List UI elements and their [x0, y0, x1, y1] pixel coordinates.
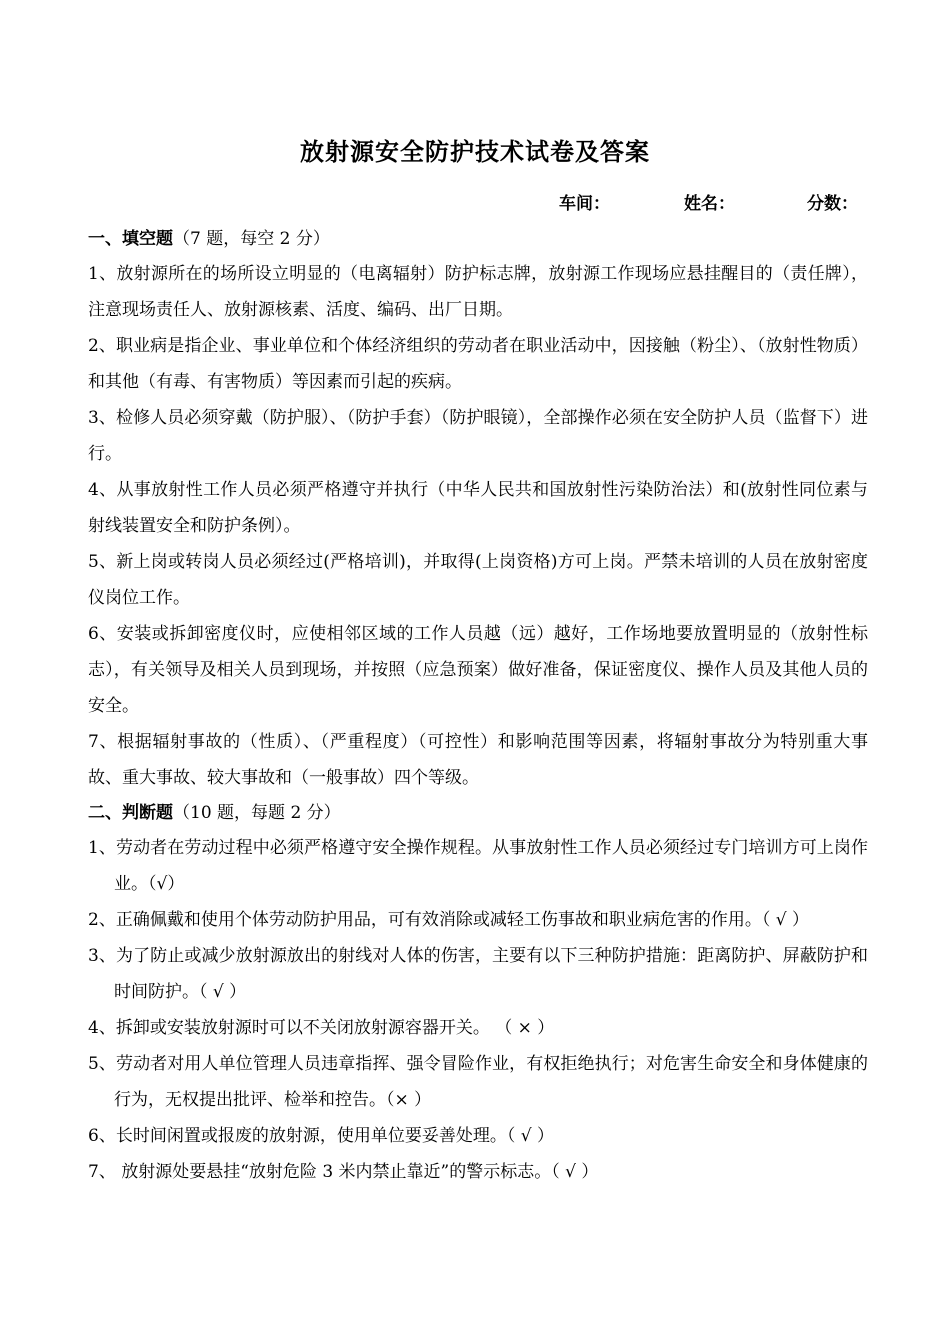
- exam-content: [88, 222, 868, 1190]
- question-item: 1、放射源所在的场所设立明显的（电离辐射）防护标志牌，放射源工作现场应悬挂醒目的（责任牌），注意现场责任人、放射源核素、活度、编码、出厂日期。: [88, 264, 868, 320]
- question-item: 1、劳动者在劳动过程中必须严格遵守安全操作规程。从事放射性工作人员必须经过专门培训方可上岗作业。（√）: [88, 838, 868, 894]
- question-item: 4、拆卸或安装放射源时可以不关闭放射源容器开关。 （ × ）: [88, 1018, 555, 1038]
- section-note: （10 题，每题 2 分）: [173, 803, 341, 823]
- score-field-label: 分数：: [807, 194, 858, 214]
- question-item: 7、 放射源处要悬挂“放射危险 3 米内禁止靠近”的警示标志。（ √ ）: [88, 1162, 599, 1182]
- section-judgement-title: [88, 796, 868, 830]
- workshop-field-label: 车间：: [559, 194, 610, 214]
- question-item: 3、为了防止或减少放射源放出的射线对人体的伤害，主要有以下三种防护措施：距离防护、屏蔽防护和时间防护。（ √ ）: [88, 946, 868, 1002]
- section-heading: 一、填空题: [88, 229, 173, 249]
- section-note: （7 题，每空 2 分）: [173, 229, 330, 249]
- question-item: 6、安装或拆卸密度仪时，应使相邻区域的工作人员越（远）越好，工作场地要放置明显的（放射性标志），有关领导及相关人员到现场，并按照（应急预案）做好准备，保证密度仪、操作人员及其他人员的安全。: [88, 624, 868, 716]
- header-fields: [0, 189, 950, 215]
- page-title: 放射源安全防护技术试卷及答案: [300, 137, 650, 166]
- question-item: 2、正确佩戴和使用个体劳动防护用品，可有效消除或减轻工伤事故和职业病危害的作用。（ √ ）: [88, 910, 809, 930]
- question-item: 4、从事放射性工作人员必须严格遵守并执行（中华人民共和国放射性污染防治法）和(放射性同位素与射线装置安全和防护条例）。: [88, 480, 868, 536]
- section-heading: 二、判断题: [88, 803, 173, 823]
- name-field-label: 姓名：: [684, 194, 735, 214]
- question-item: 3、检修人员必须穿戴（防护服）、（防护手套）（防护眼镜），全部操作必须在安全防护人员（监督下）进行。: [88, 408, 868, 464]
- question-item: 6、长时间闲置或报废的放射源，使用单位要妥善处理。（ √ ）: [88, 1126, 554, 1146]
- section-fill-in-title: [88, 222, 868, 256]
- question-item: 5、劳动者对用人单位管理人员违章指挥、强令冒险作业，有权拒绝执行；对危害生命安全和身体健康的行为，无权提出批评、检举和控告。（× ）: [88, 1054, 868, 1110]
- question-item: 2、职业病是指企业、事业单位和个体经济组织的劳动者在职业活动中，因接触（粉尘）、（放射性物质）和其他（有毒、有害物质）等因素而引起的疾病。: [88, 336, 868, 392]
- question-item: 7、根据辐射事故的（性质）、（严重程度）（可控性）和影响范围等因素，将辐射事故分为特别重大事故、重大事故、较大事故和（一般事故）四个等级。: [88, 732, 868, 788]
- question-item: 5、新上岗或转岗人员必须经过(严格培训)，并取得(上岗资格)方可上岗。严禁未培训的人员在放射密度仪岗位工作。: [88, 552, 868, 608]
